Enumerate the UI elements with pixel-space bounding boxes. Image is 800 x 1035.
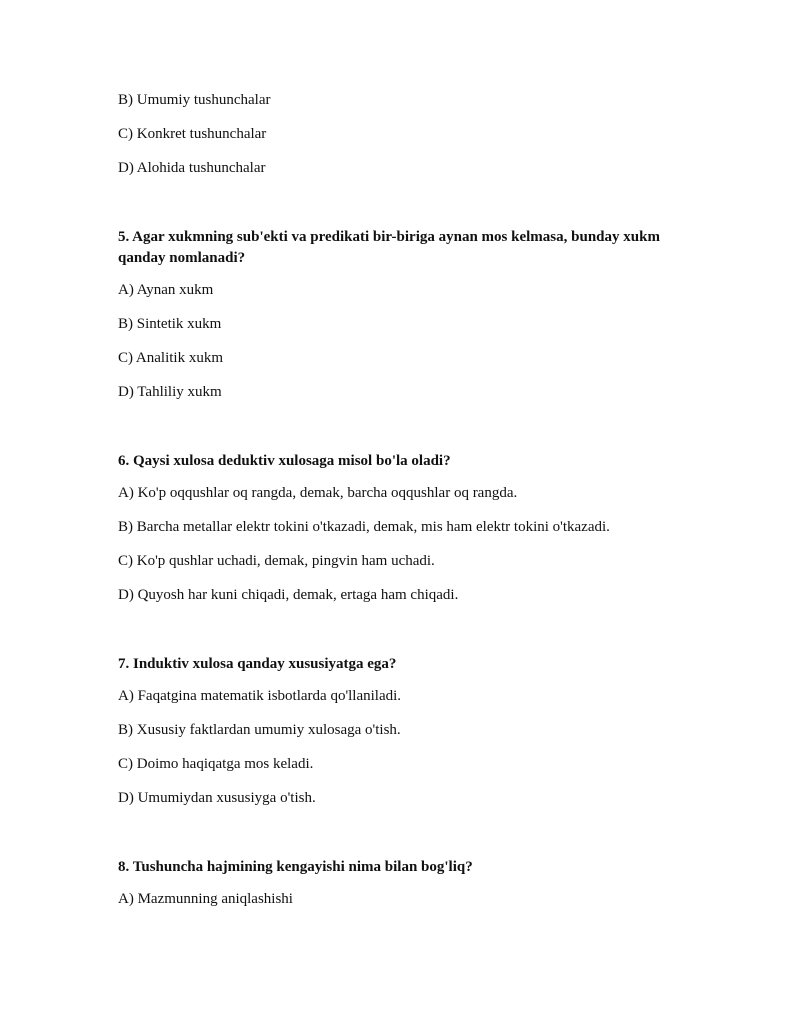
answer-option: A) Faqatgina matematik isbotlarda qo'llaniladi. [118,688,402,704]
answer-option: A) Mazmunning aniqlashishi [118,891,293,907]
answer-option: C) Doimo haqiqatga mos keladi. [118,756,314,772]
question-8-block [118,857,678,908]
question-text: 5. Agar xukmning sub'ekti va predikati bir-biriga aynan mos kelmasa, bunday xukm qanday nomlanadi? [118,229,660,266]
answer-option: D) Umumiydan xususiyga o'tish. [118,790,316,806]
question-text: 7. Induktiv xulosa qanday xususiyatga ega? [118,656,397,672]
question-5-block [118,227,678,401]
answer-option: B) Xususiy faktlardan umumiy xulosaga o'tish. [118,722,401,738]
answer-option: D) Quyosh har kuni chiqadi, demak, ertaga ham chiqadi. [118,587,459,603]
answer-option: B) Umumiy tushunchalar [118,92,271,108]
answer-option: B) Barcha metallar elektr tokini o'tkazadi, demak, mis ham elektr tokini o'tkazadi. [118,519,610,535]
answer-option: D) Tahliliy xukm [118,384,222,400]
answer-option: C) Ko'p qushlar uchadi, demak, pingvin ham uchadi. [118,553,435,569]
question-text: 6. Qaysi xulosa deduktiv xulosaga misol bo'la oladi? [118,453,451,469]
answer-option: D) Alohida tushunchalar [118,160,266,176]
question-7-block [118,654,678,807]
document-content [118,92,678,925]
answer-option: C) Konkret tushunchalar [118,126,267,142]
answer-option: A) Aynan xukm [118,282,214,298]
answer-option: C) Analitik xukm [118,350,223,366]
question-text: 8. Tushuncha hajmining kengayishi nima bilan bog'liq? [118,859,473,875]
answer-option: B) Sintetik xukm [118,316,222,332]
answer-option: A) Ko'p oqqushlar oq rangda, demak, barcha oqqushlar oq rangda. [118,485,518,501]
question-6-block [118,451,678,604]
question-4-options [118,92,678,177]
